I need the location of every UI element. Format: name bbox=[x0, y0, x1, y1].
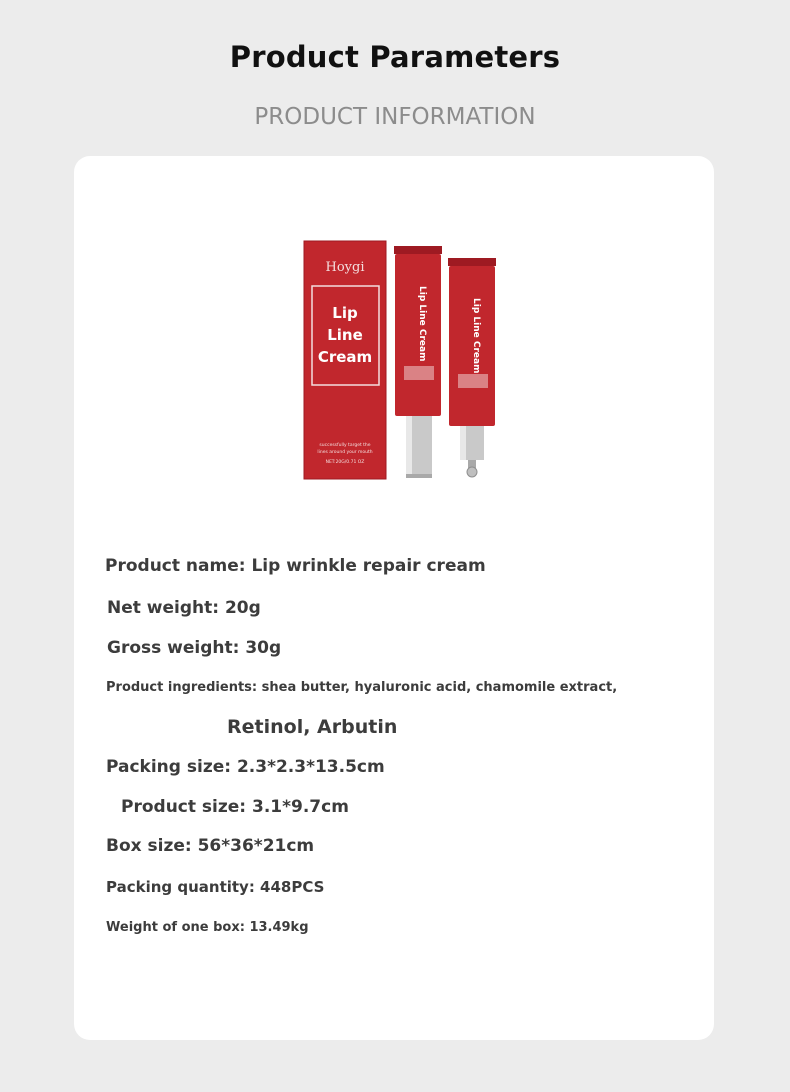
box-title-line2: Line bbox=[327, 326, 363, 344]
spec-box-size: Box size: 56*36*21cm bbox=[106, 836, 315, 856]
page-subtitle: PRODUCT INFORMATION bbox=[254, 104, 536, 130]
box-title-line3: Cream bbox=[317, 348, 373, 366]
box-net-weight: NET:20G/0.71 OZ bbox=[325, 460, 365, 465]
spec-box-weight: Weight of one box: 13.49kg bbox=[106, 920, 309, 935]
tube-cap-label: Lip Line Cream bbox=[417, 286, 427, 362]
box-tagline-line2: lines around your mouth bbox=[317, 450, 373, 455]
product-info-card bbox=[74, 156, 714, 1040]
spec-packing-size: Packing size: 2.3*2.3*13.5cm bbox=[106, 757, 385, 777]
spec-net-weight: Net weight: 20g bbox=[107, 598, 261, 618]
tube-roller-label: Lip Line Cream bbox=[471, 298, 481, 374]
spec-product-name: Product name: Lip wrinkle repair cream bbox=[105, 556, 486, 576]
product-image bbox=[302, 238, 502, 484]
spec-packing-quantity: Packing quantity: 448PCS bbox=[106, 878, 325, 896]
box-brand: Hoygi bbox=[325, 260, 365, 275]
spec-ingredients-continued: Retinol, Arbutin bbox=[227, 716, 398, 738]
tube-cap bbox=[394, 246, 442, 478]
spec-product-size: Product size: 3.1*9.7cm bbox=[121, 797, 349, 817]
spec-gross-weight: Gross weight: 30g bbox=[107, 638, 282, 658]
tube-roller bbox=[448, 258, 496, 477]
spec-ingredients: Product ingredients: shea butter, hyaluronic acid, chamomile extract, bbox=[106, 680, 618, 695]
box-title-line1: Lip bbox=[332, 304, 358, 322]
page-title: Product Parameters bbox=[229, 40, 561, 74]
box-tagline-line1: successfully target the bbox=[319, 443, 371, 448]
